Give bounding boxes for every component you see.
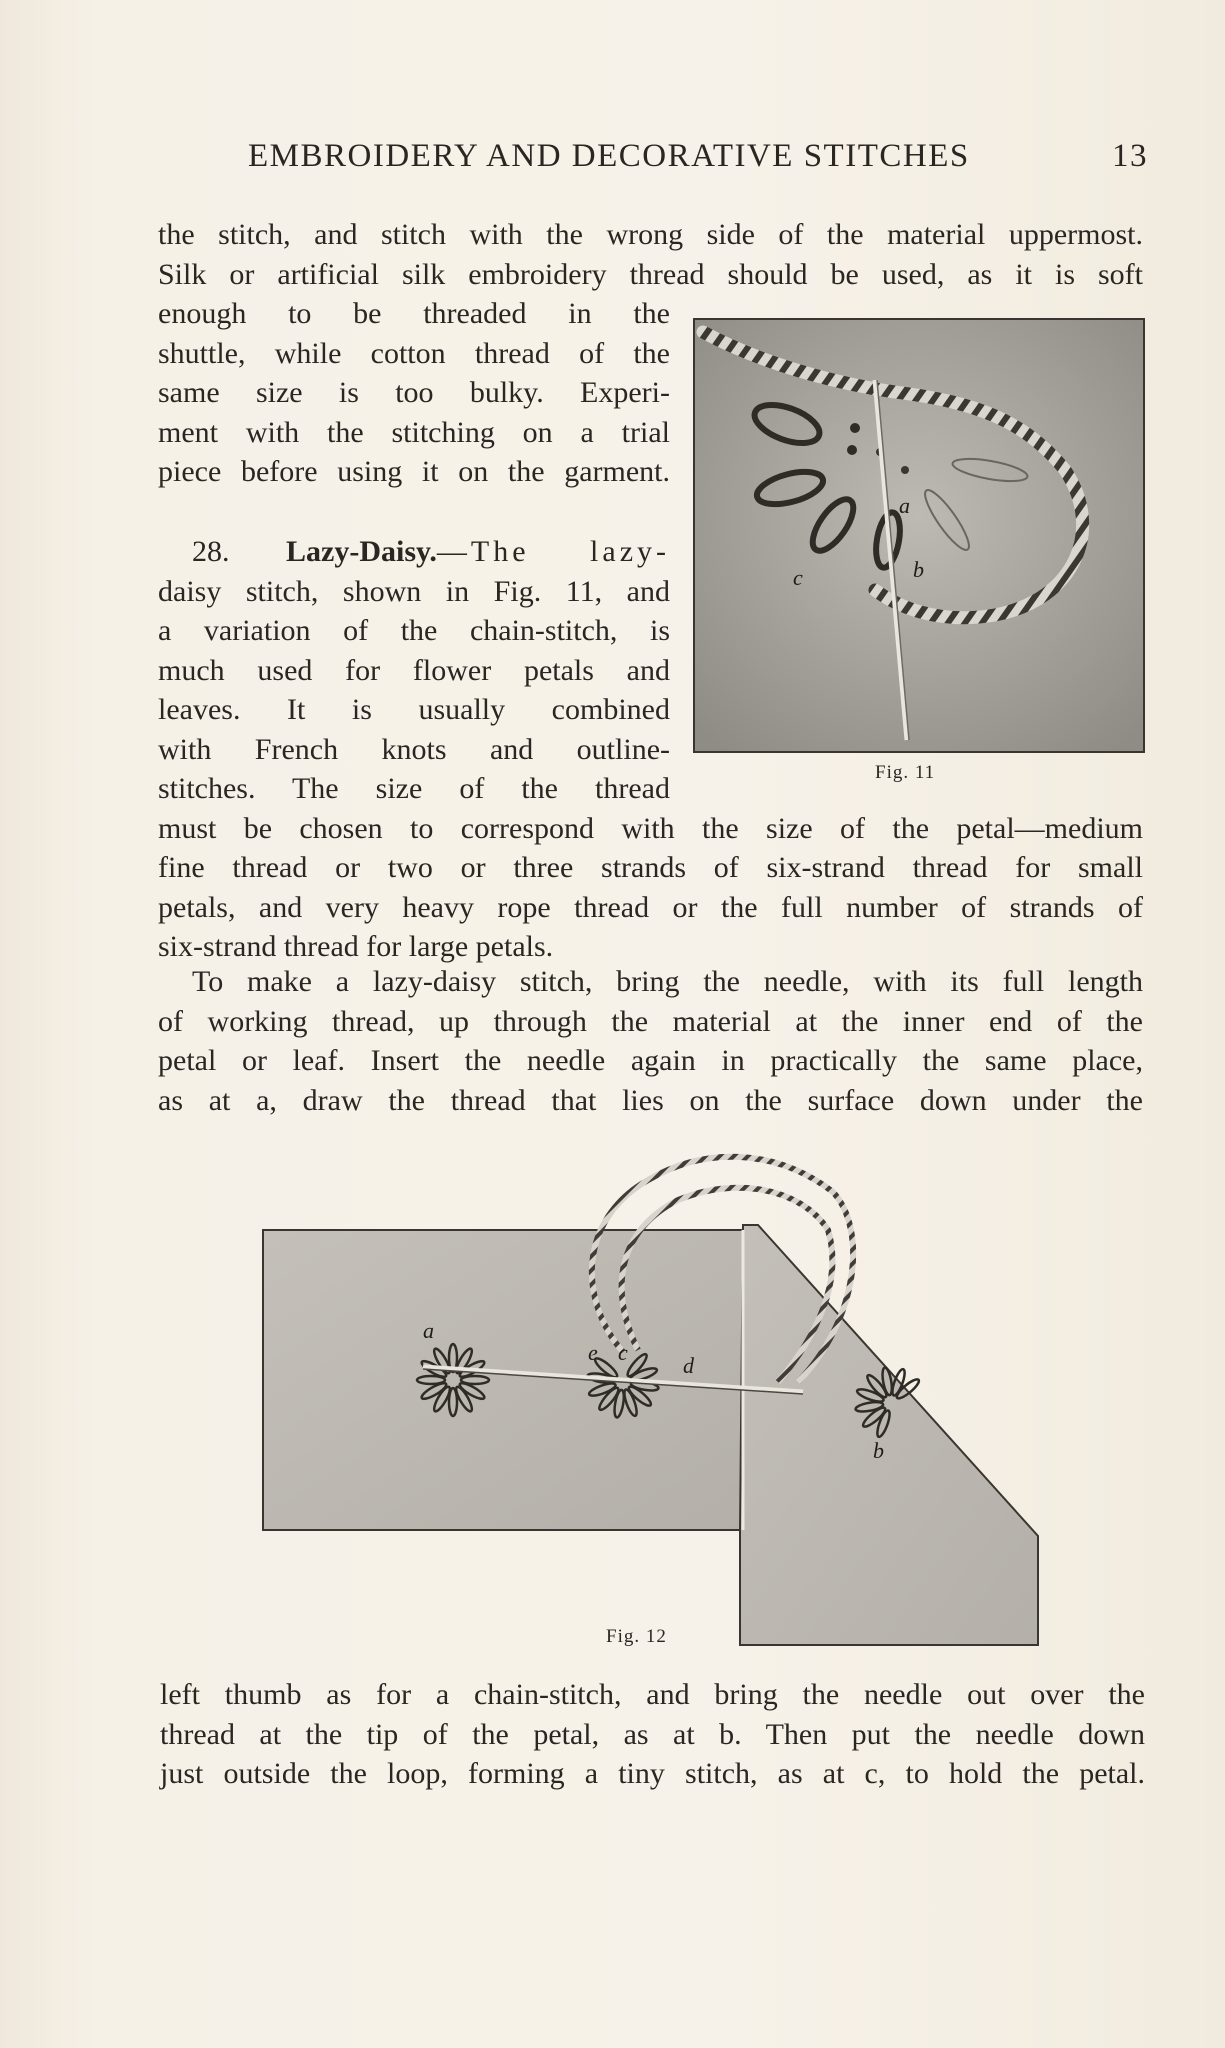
text-line: shuttle, while cotton thread of the (158, 336, 670, 370)
text-line: ment with the stitching on a trial (158, 415, 670, 449)
running-header (248, 138, 1148, 184)
text-line: piece before using it on the garment. (158, 455, 670, 488)
text-line: fine thread or two or three strands of six-strand thread for small (158, 851, 1143, 884)
label-c: c (618, 1340, 628, 1365)
label-a: a (899, 493, 910, 518)
text-line (158, 962, 1143, 1002)
label-b: b (873, 1438, 884, 1463)
lazy-daisy-sample-illustration (258, 1120, 1048, 1650)
text-line: thread at the tip of the petal, as at b. Then put the needle down (160, 1717, 1145, 1751)
text-line: six-strand thread for large petals. (158, 930, 554, 963)
figure-11-image (693, 318, 1145, 753)
page-number: 13 (1112, 138, 1148, 174)
text-line: enough to be threaded in the (158, 297, 670, 330)
text-line: leaves. It is usually combined (158, 693, 670, 726)
lazy-daisy-photo-illustration (695, 320, 1143, 751)
label-d: d (683, 1353, 694, 1378)
text-line: as at a, draw the thread that lies on the surface down under the (158, 1083, 1143, 1117)
figure-11-caption: Fig. 11 (875, 762, 936, 783)
text-line: stitches. The size of the thread (158, 772, 670, 805)
figure-12-caption: Fig. 12 (606, 1626, 667, 1647)
header-title: EMBROIDERY AND DECORATIVE STITCHES (248, 138, 970, 174)
paragraph-instructions (158, 962, 1143, 1120)
section-heading: Lazy-Daisy. (286, 535, 437, 568)
text-line: same size is too bulky. Experi- (158, 376, 670, 409)
text-line: petal or leaf. Insert the needle again in practically the same place, (158, 1044, 1143, 1077)
paragraph-instructions-continued (160, 1675, 1145, 1794)
text-line: the stitch, and stitch with the wrong side of the material uppermost. (158, 218, 1143, 251)
text-line: with French knots and outline- (158, 732, 670, 766)
section-number: 28. (192, 535, 230, 568)
text-line: left thumb as for a chain-stitch, and bring the needle out over the (160, 1678, 1145, 1711)
label-c: c (793, 565, 803, 590)
text-line: Silk or artificial silk embroidery thread should be used, as it is soft (158, 257, 1143, 291)
text-fragment: To make a lazy-daisy stitch, bring the needle, with its full length (192, 965, 1143, 998)
text-line: must be chosen to correspond with the size of the petal—medium (158, 811, 1143, 845)
text-line: daisy stitch, shown in Fig. 11, and (158, 574, 670, 608)
label-e: e (588, 1340, 598, 1365)
figure-12-image (258, 1120, 1048, 1650)
text-line: petals, and very heavy rope thread or the full number of strands of (158, 890, 1143, 924)
text-line: of working thread, up through the material at the inner end of the (158, 1004, 1143, 1038)
text-line: a variation of the chain-stitch, is (158, 614, 670, 647)
text-line (158, 532, 670, 572)
text-line: much used for flower petals and (158, 653, 670, 687)
text-line: just outside the loop, forming a tiny stitch, as at c, to hold the petal. (160, 1757, 1145, 1790)
label-a: a (423, 1318, 434, 1343)
label-b: b (913, 557, 924, 582)
text-fragment: —The lazy- (436, 535, 670, 568)
